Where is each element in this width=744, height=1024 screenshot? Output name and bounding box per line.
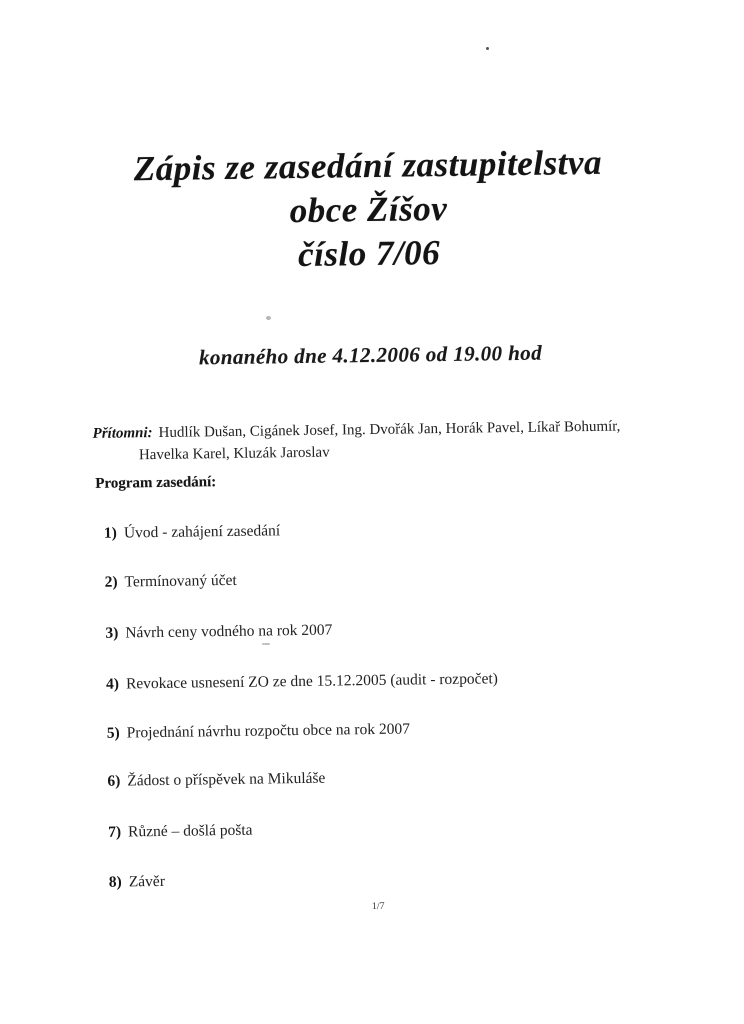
agenda-item-text: Žádost o příspěvek na Mikuláše [127,769,326,790]
scan-artifact-dash [262,643,270,645]
title-line-1: Zápis ze zasedání zastupitelstva [133,142,603,189]
attendees-block [92,416,620,467]
attendees-label: Přítomni: [92,425,153,442]
agenda-item-6 [107,770,325,791]
agenda-item-number: 8) [108,873,122,891]
agenda-item-number: 1) [103,524,118,542]
attendees-names-2: Havelka Karel, Kluzák Jaroslav [138,444,330,464]
agenda-item-number: 2) [104,573,118,591]
agenda-item-4 [106,670,498,693]
meeting-date-line: konaného dne 4.12.2006 od 19.00 hod [198,340,543,370]
agenda-item-number: 6) [107,772,121,790]
scan-artifact-dot [486,47,489,50]
agenda-item-1 [104,522,280,542]
agenda-item-2 [105,572,237,592]
agenda-item-text: Návrh ceny vodného na rok 2007 [125,621,333,642]
agenda-item-text: Různé – došlá pošta [127,821,253,841]
agenda-item-number: 7) [108,823,122,841]
agenda-item-text: Revokace usnesení ZO ze dne 15.12.2005 (audit - rozpočet) [125,670,498,693]
agenda-item-number: 4) [105,675,120,693]
program-heading: Program zasedání: [95,474,217,492]
scan-artifact-smudge [266,316,271,320]
agenda-item-7 [108,822,253,842]
attendees-names-1: Hudlík Dušan, Cigánek Josef, Ing. Dvořák Jan, Horák Pavel, Líkař Bohumír, [158,418,621,441]
agenda-item-text: Úvod - zahájení zasedání [123,522,281,542]
title-line-3: číslo 7/06 [297,233,441,275]
document-title [0,139,741,281]
agenda-item-text: Projednání návrhu rozpočtu obce na rok 2007 [126,720,411,742]
agenda-item-text: Termínovaný účet [124,571,237,591]
agenda-item-number: 5) [106,724,120,742]
title-line-2: obce Žíšov [289,188,448,231]
agenda-item-number: 3) [105,624,119,642]
page-number: 1/7 [371,900,385,913]
agenda-item-3 [105,622,332,643]
agenda-item-8 [109,873,165,892]
agenda-item-text: Závěr [128,872,166,891]
agenda-item-5 [107,720,410,742]
